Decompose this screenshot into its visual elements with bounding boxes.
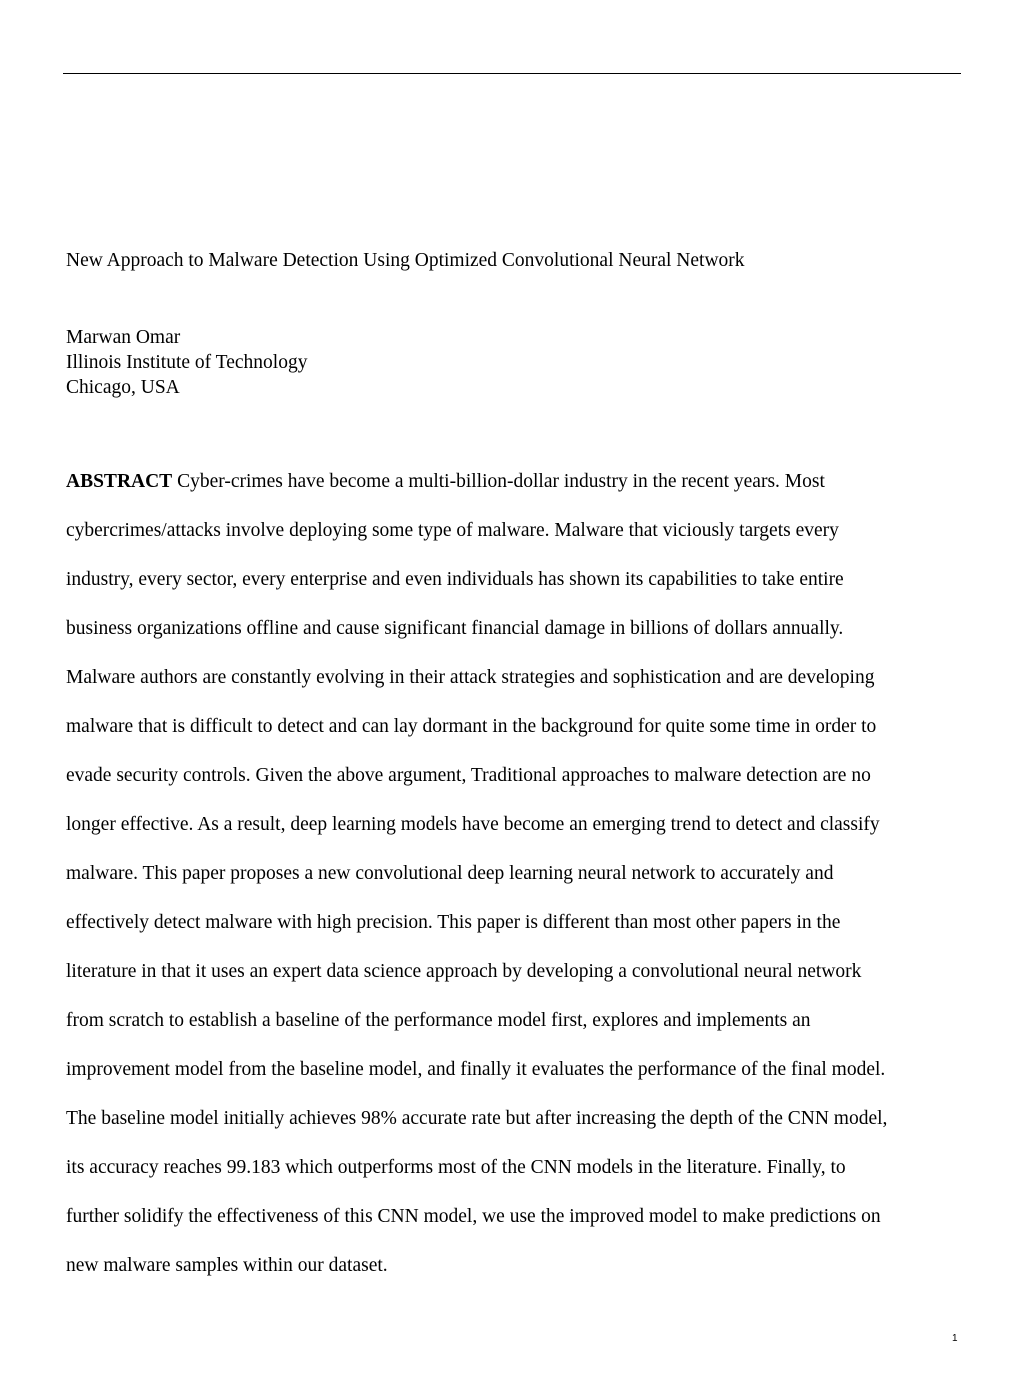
abstract-line: longer effective. As a result, deep learning models have become an emerging trend to detect and classify bbox=[66, 814, 880, 835]
abstract-line: from scratch to establish a baseline of the performance model first, explores and implements an bbox=[66, 1010, 811, 1031]
author-block bbox=[66, 325, 307, 400]
author-name: Marwan Omar bbox=[66, 327, 181, 348]
abstract-line bbox=[66, 467, 961, 516]
header-rule bbox=[63, 73, 961, 74]
abstract-line: further solidify the effectiveness of this CNN model, we use the improved model to make predictions on bbox=[66, 1206, 881, 1227]
abstract-line: industry, every sector, every enterprise and even individuals has shown its capabilities to take entire bbox=[66, 569, 844, 590]
abstract-line: effectively detect malware with high precision. This paper is different than most other papers in the bbox=[66, 912, 841, 933]
page-number: 1 bbox=[952, 1333, 958, 1344]
abstract bbox=[66, 467, 961, 1300]
paper-title: New Approach to Malware Detection Using Optimized Convolutional Neural Network bbox=[66, 250, 745, 271]
abstract-line: business organizations offline and cause significant financial damage in billions of dollars annually. bbox=[66, 618, 844, 639]
abstract-label: ABSTRACT bbox=[66, 471, 173, 492]
author-location: Chicago, USA bbox=[66, 377, 180, 398]
author-affiliation: Illinois Institute of Technology bbox=[66, 352, 308, 373]
abstract-line: improvement model from the baseline model, and finally it evaluates the performance of the final model. bbox=[66, 1059, 886, 1080]
abstract-line: The baseline model initially achieves 98% accurate rate but after increasing the depth of the CNN model, bbox=[66, 1108, 888, 1129]
abstract-line: malware that is difficult to detect and can lay dormant in the background for quite some time in order to bbox=[66, 716, 877, 737]
abstract-line: Malware authors are constantly evolving in their attack strategies and sophistication and are developing bbox=[66, 667, 875, 688]
abstract-line: malware. This paper proposes a new convolutional deep learning neural network to accurately and bbox=[66, 863, 834, 884]
abstract-line: new malware samples within our dataset. bbox=[66, 1255, 388, 1276]
abstract-line: literature in that it uses an expert data science approach by developing a convolutional neural network bbox=[66, 961, 862, 982]
abstract-line: its accuracy reaches 99.183 which outperforms most of the CNN models in the literature. Finally, to bbox=[66, 1157, 846, 1178]
abstract-line: evade security controls. Given the above argument, Traditional approaches to malware detection are no bbox=[66, 765, 871, 786]
abstract-line: cybercrimes/attacks involve deploying some type of malware. Malware that viciously targets every bbox=[66, 520, 839, 541]
abstract-first-line-text: Cyber-crimes have become a multi-billion-dollar industry in the recent years. Most bbox=[172, 471, 825, 492]
